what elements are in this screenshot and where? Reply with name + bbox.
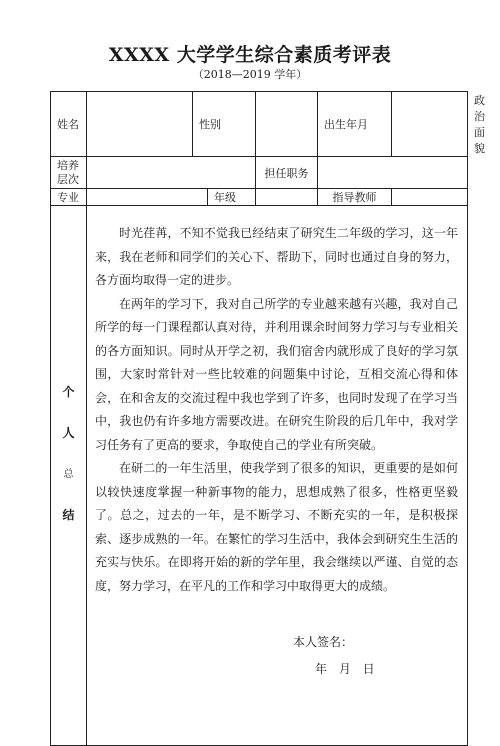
summary-paragraph-1: 时光荏苒，不知不觉我已经结束了研究生二年级的学习，这一年来，我在老师和同学们的关心下、帮助下，同时也通过自身的努力，各方面均取得一定的进步。 bbox=[95, 226, 458, 287]
advisor-value[interactable] bbox=[392, 189, 468, 206]
training-level-value[interactable] bbox=[87, 157, 256, 189]
summary-char-1: 个 bbox=[62, 385, 75, 399]
major-value[interactable] bbox=[87, 189, 208, 206]
personal-summary-label bbox=[51, 206, 87, 746]
summary-paragraph-2: 在两年的学习下，我对自己所学的专业越来越有兴趣，我对自己所学的每一门课程都认真对待，并利用课余时间努力学习与专业相关的各方面知识。同时从开学之初，我们宿舍内就形成了良好的学习氛围，大家时常针对一些比较难的问题集中讨论，互相交流心得和体会，在和舍友的交流过程中我也学到了许多，也同时发现了在学习当中，我也仍有许多地方需要改进。在研究生阶段的后几年中，我对学习任务有了更高的要求，争取使自己的学业有所突破。 bbox=[95, 296, 458, 452]
training-level-label-line2: 层次 bbox=[57, 172, 79, 186]
grade-value[interactable] bbox=[256, 189, 318, 206]
evaluation-form bbox=[50, 91, 485, 746]
summary-char-3: 总 bbox=[63, 469, 74, 480]
name-label: 姓名 bbox=[51, 92, 87, 157]
name-value[interactable] bbox=[87, 92, 193, 157]
document-title: XXXX 大学学生综合素质考评表 bbox=[108, 44, 392, 66]
summary-char-4: 结 bbox=[62, 508, 75, 522]
summary-paragraph-3: 在研二的一年生活里，使我学到了很多的知识，更重要的是如何以较快速度掌握一种新事物的能力，思想成熟了很多，性格更坚毅了。总之，过去的一年，是不断学习、不断充实的一年，是积极探索、逐步成熟的一年。在繁忙的学习生活中，我体会到研究生生活的充实与快乐。在即将开始的新的学年里，我会继续以严谨、自觉的态度，努力学习，在平凡的工作和学习中取得更大的成绩。 bbox=[95, 461, 458, 593]
gender-value[interactable] bbox=[256, 92, 318, 157]
birth-date-label: 出生年月 bbox=[318, 92, 392, 157]
birth-date-value[interactable] bbox=[392, 92, 468, 157]
form-row-level bbox=[51, 157, 468, 189]
gender-label: 性别 bbox=[193, 92, 256, 157]
training-level-label bbox=[51, 157, 87, 189]
major-label: 专业 bbox=[51, 189, 87, 206]
date-label: 年 月 日 bbox=[315, 662, 375, 676]
form-row-basic-info: 姓名 性别 出生年月 政治面貌 bbox=[51, 92, 468, 157]
advisor-label: 指导教师 bbox=[318, 189, 392, 206]
position-label: 担任职务 bbox=[256, 157, 318, 189]
academic-year: （2018—2019 学年） bbox=[192, 68, 308, 81]
summary-char-2: 人 bbox=[62, 426, 75, 440]
form-row-major bbox=[51, 189, 468, 206]
grade-label: 年级 bbox=[208, 189, 256, 206]
personal-summary-content bbox=[87, 206, 468, 746]
form-row-personal-summary bbox=[51, 206, 468, 746]
training-level-label-line1: 培养 bbox=[57, 158, 79, 172]
position-value[interactable] bbox=[318, 157, 468, 189]
signature-label: 本人签名： bbox=[293, 635, 354, 649]
